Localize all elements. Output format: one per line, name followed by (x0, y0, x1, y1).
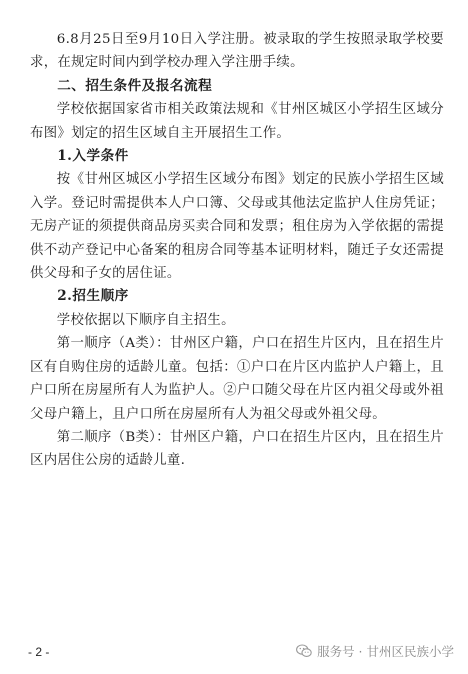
subheading-enrollment-conditions: 1.入学条件 (57, 148, 129, 165)
paragraph-admission-basis: 学校依据国家省市相关政策法规和《甘州区城区小学招生区域分布图》划定的招生区域自主开展招生工作。 (30, 102, 444, 141)
paragraph-second-order: 第二顺序（B类）：甘州区户籍，户口在招生片区内，且在招生片区内居住公房的适龄儿童. (30, 429, 444, 469)
paragraph-admission-order-intro: 学校依据以下顺序自主招生。 (56, 312, 235, 328)
paragraph-enrollment-conditions: 按《甘州区城区小学招生区域分布图》划定的民族小学招生区域入学。登记时需提供本人户口簿、父母或其他法定监护人住房凭证；无房产证的须提供商品房买卖合同和发票；租住房为入学依据的需提供不动产登记中心备案的租房合同等基本证明材料，随迁子女还需提供父母和子女的居住证。 (30, 172, 444, 282)
watermark-text: 服务号 · 甘州区民族小学 (317, 644, 454, 659)
subheading-admission-order: 2.招生顺序 (57, 288, 129, 305)
paragraph-first-order: 第一顺序（A类）：甘州区户籍，户口在招生片区内，且在招生片区有自购住房的适龄儿童。包括：①户口在片区内监护人户籍上，且户口所在房屋所有人为监护人。②户口随父母在片区内祖父母或外祖父母户籍上，且户口所在房屋所有人为祖父母或外祖父母。 (30, 336, 444, 422)
wechat-icon (296, 644, 312, 658)
document-body (30, 28, 444, 473)
paragraph-registration: 6.8月25日至9月10日入学注册。被录取的学生按照录取学校要求，在规定时间内到学校办理入学注册手续。 (30, 32, 444, 71)
watermark (296, 642, 454, 660)
section-heading-admission-conditions: 二、招生条件及报名流程 (57, 77, 213, 94)
page-number: - 2 - (28, 645, 50, 659)
